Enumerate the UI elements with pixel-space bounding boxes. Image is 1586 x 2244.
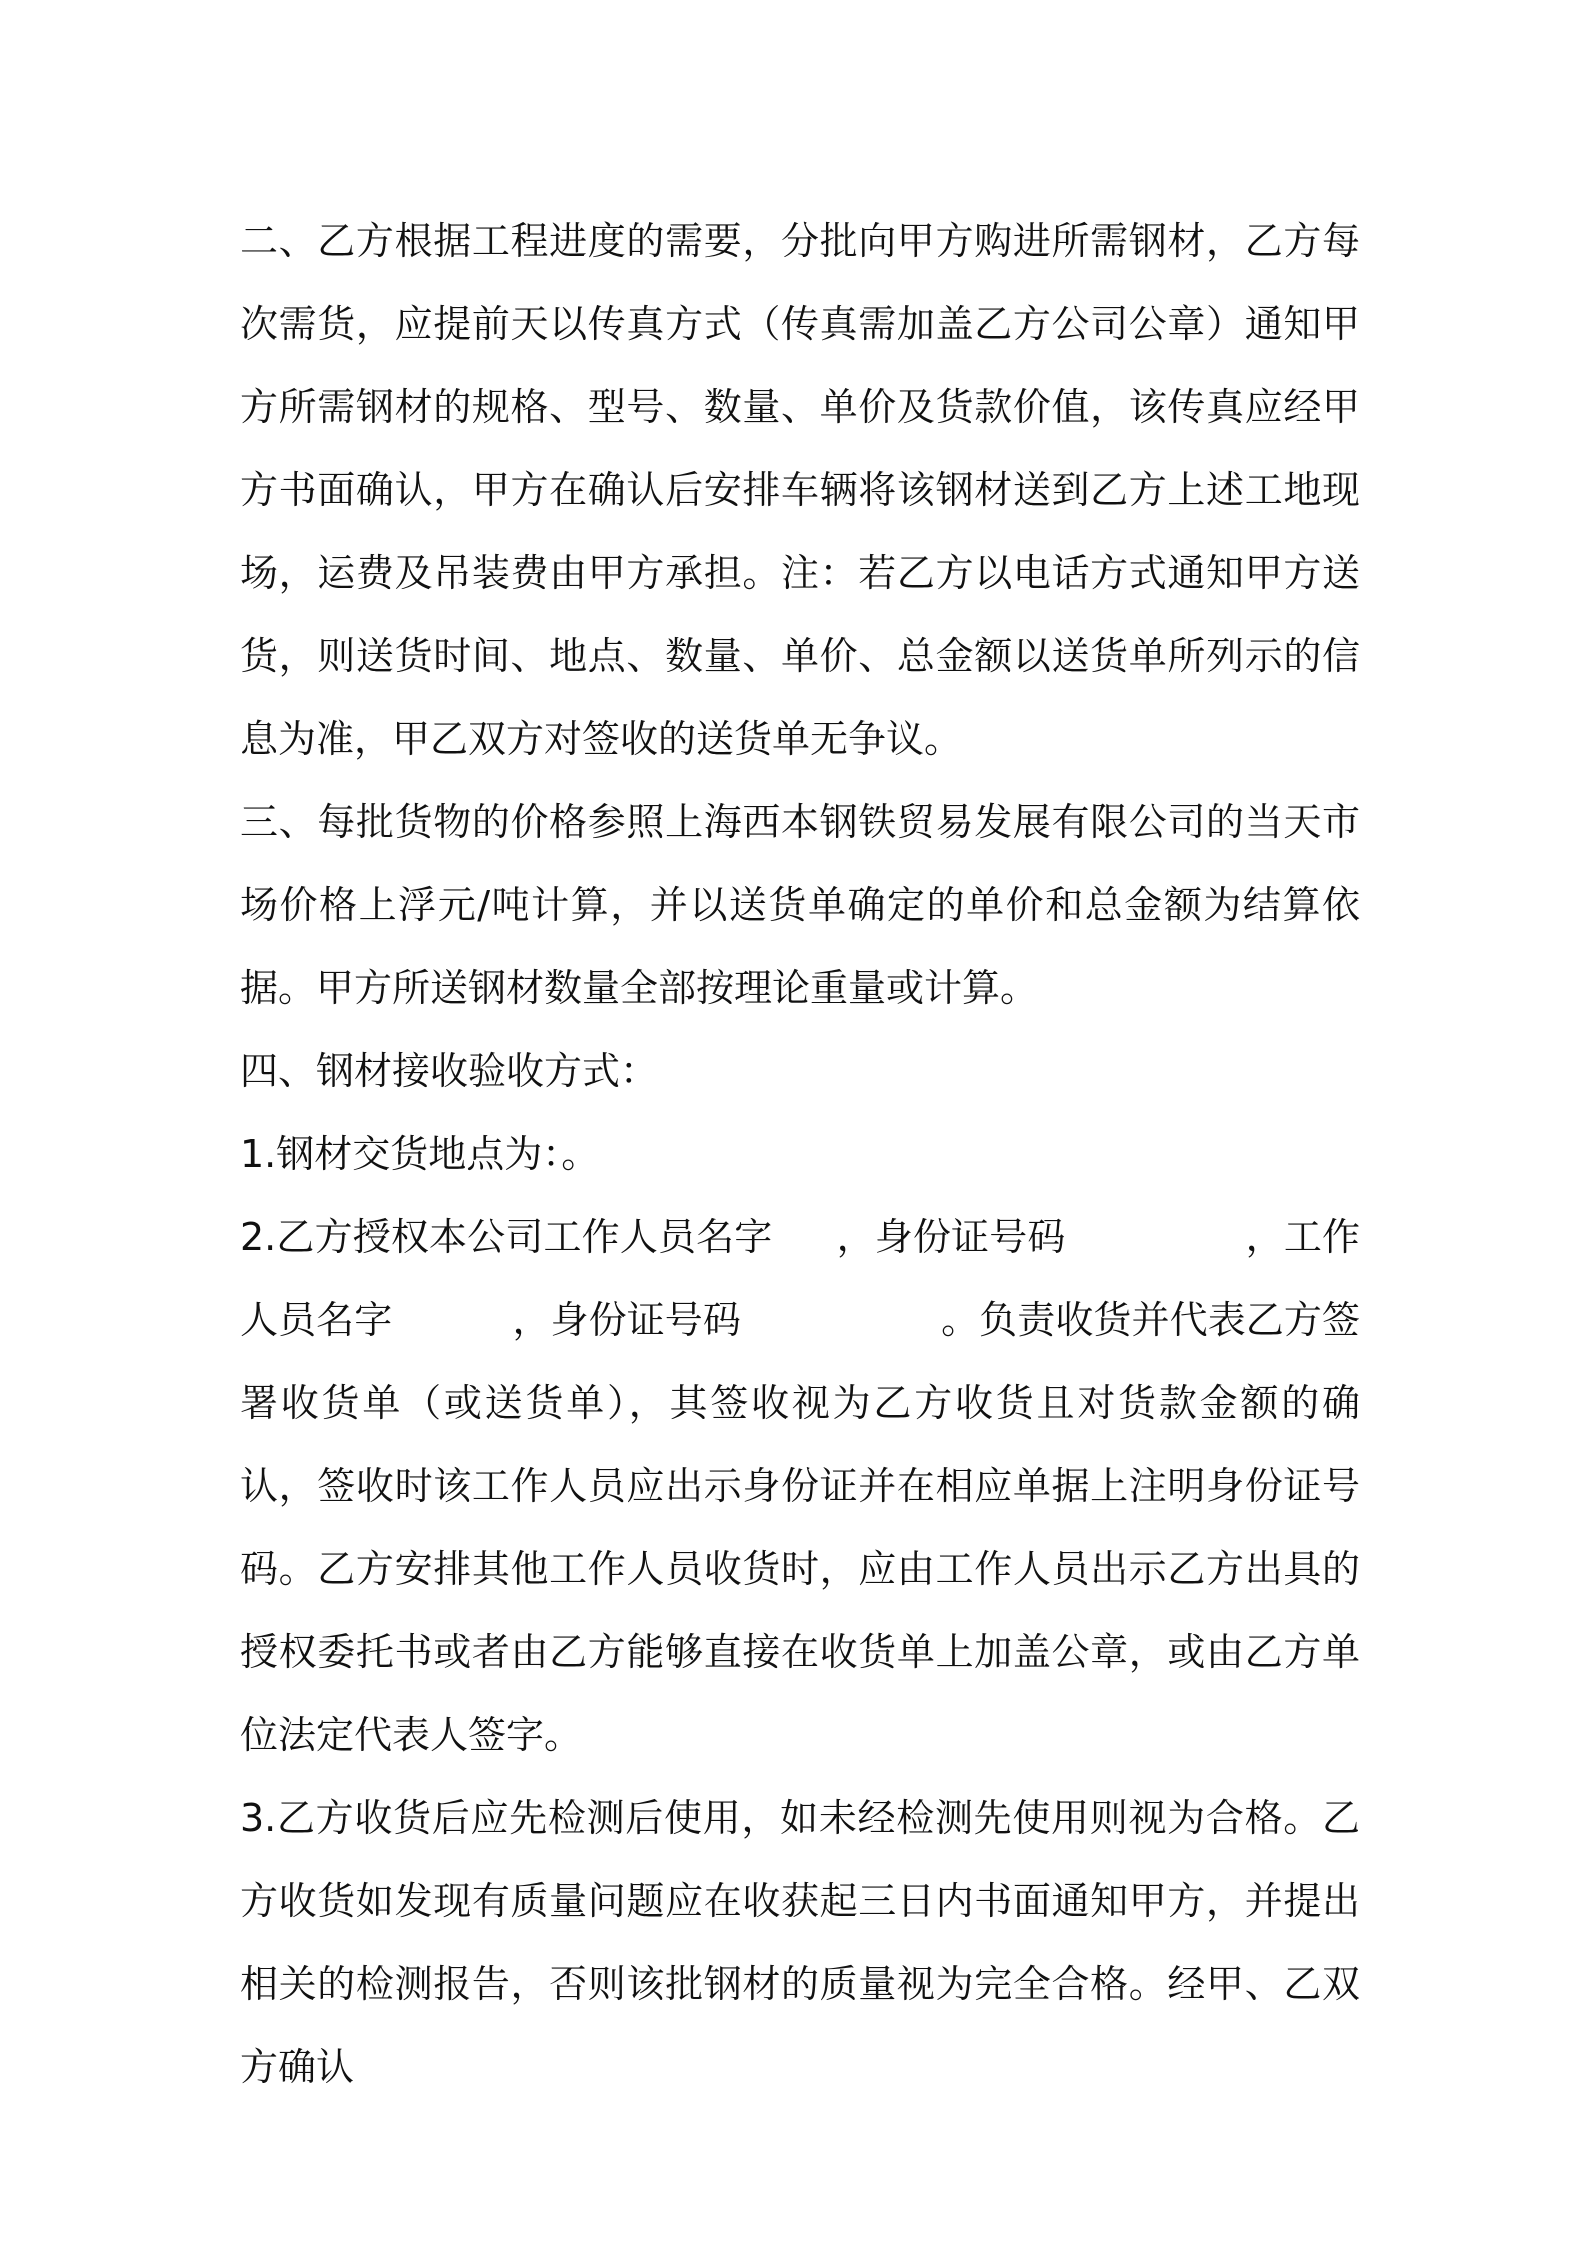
clause-4-item-2-part1: 2.乙方授权本公司工作人员名字 bbox=[240, 1215, 773, 1259]
clause-4-item-1: 1.钢材交货地点为：。 bbox=[240, 1132, 600, 1176]
clause-4-item-2-part3: ，工作人员名字 bbox=[240, 1215, 1360, 1342]
clause-4-heading: 四、钢材接收验收方式： bbox=[240, 1049, 659, 1093]
clause-2-paragraph: 二、乙方根据工程进度的需要，分批向甲方购进所需钢材，乙方每次需货，应提前天以传真方式（传真需加盖乙方公司公章）通知甲方所需钢材的规格、型号、数量、单价及货款价值，该传真应经甲方书面确认，甲方在确认后安排车辆将该钢材送到乙方上述工地现场，运费及吊装费由甲方承担。注：若乙方以电话方式通知甲方送货，则送货时间、地点、数量、单价、总金额以送货单所列示的信息为准，甲乙双方对签收的送货单无争议。 bbox=[240, 219, 1360, 761]
clause-4-item-3: 3.乙方收货后应先检测后使用，如未经检测先使用则视为合格。乙方收货如发现有质量问题应在收获起三日内书面通知甲方，并提出相关的检测报告，否则该批钢材的质量视为完全合格。经甲、乙双方确认 bbox=[240, 1796, 1360, 2089]
document-body bbox=[240, 200, 1360, 2109]
clause-4-item-2-part2: ，身份证号码 bbox=[836, 1215, 1066, 1259]
clause-3-paragraph: 三、每批货物的价格参照上海西本钢铁贸易发展有限公司的当天市场价格上浮元/吨计算，并以送货单确定的单价和总金额为结算依据。甲方所送钢材数量全部按理论重量或计算。 bbox=[240, 800, 1360, 1010]
clause-4-item-2-part4: ，身份证号码 bbox=[512, 1298, 741, 1342]
clause-4-item-2-part5: 。负责收货并代表乙方签署收货单（或送货单），其签收视为乙方收货且对货款金额的确认，签收时该工作人员应出示身份证并在相应单据上注明身份证号码。乙方安排其他工作人员收货时，应由工作人员出示乙方出具的授权委托书或者由乙方能够直接在收货单上加盖公章，或由乙方单位法定代表人签字。 bbox=[240, 1298, 1360, 1757]
clause-4-item-2 bbox=[240, 1196, 1360, 1777]
